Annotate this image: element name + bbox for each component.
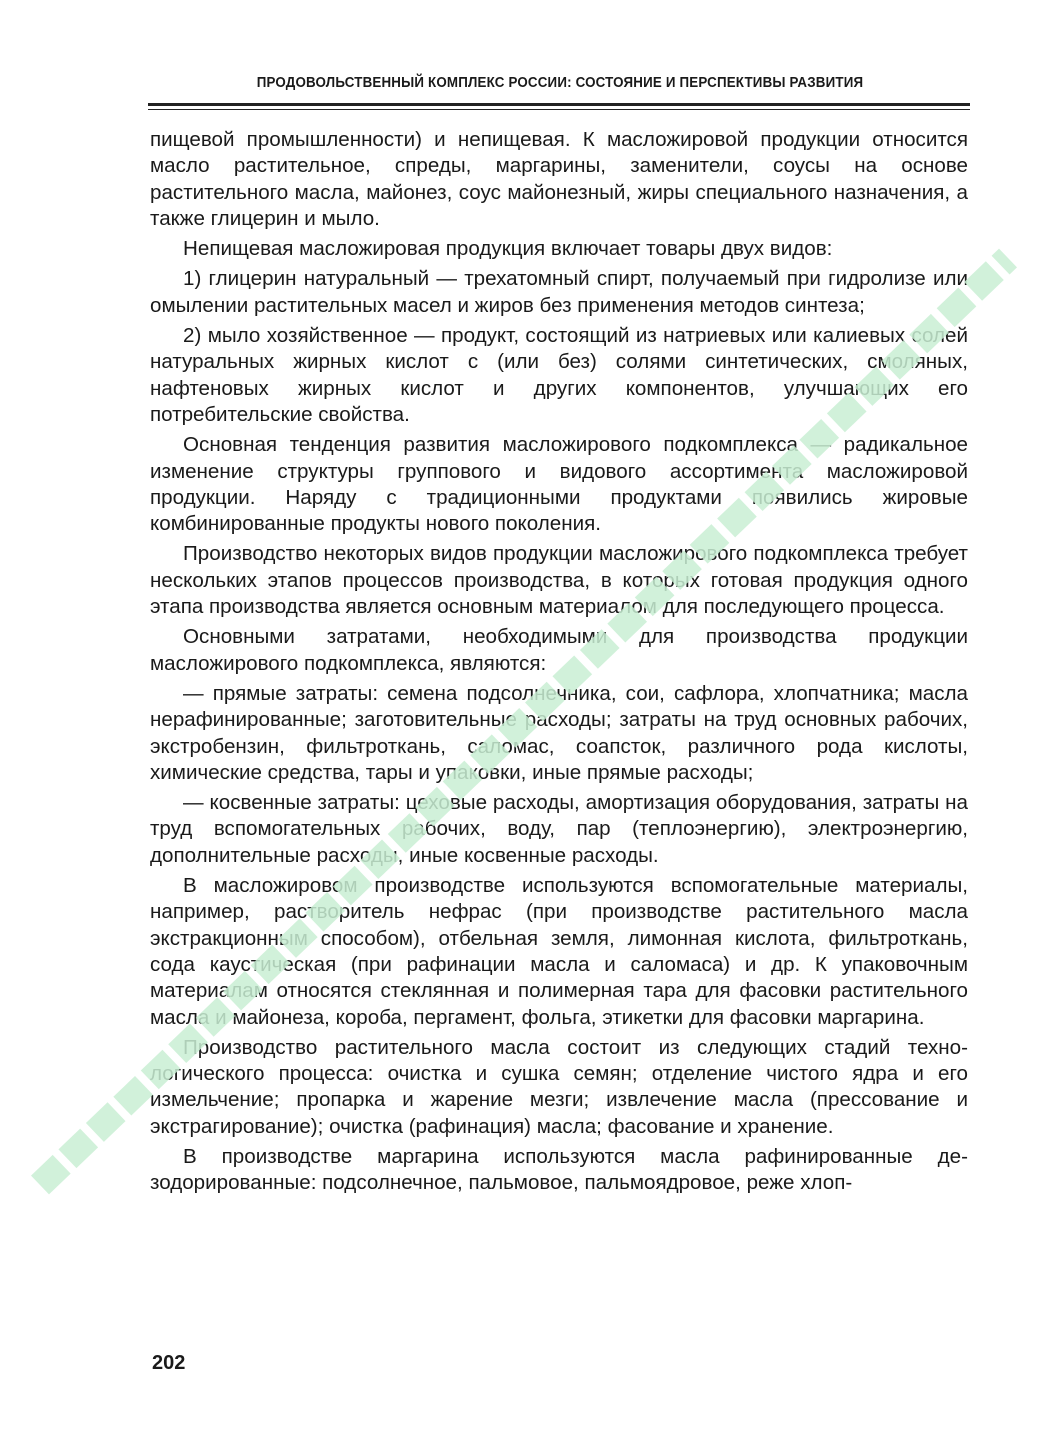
header-rule-thick (148, 103, 970, 106)
paragraph-3: 1) глицерин натуральный — трехатомный спирт, получаемый при гидролизе или омылении растительных масел и жиров без применения методов синтеза; (150, 267, 968, 317)
paragraph-8: — прямые затраты: семена подсолнечника, сои, сафлора, хлопчатника; масла нерафинированные; заготовительные расходы; затраты на труд основных рабочих, экстробензин, фильтроткань, саломас, соапсток, различного рода кислоты, химические средства, тары и упаковки, иные прямые расходы; (150, 681, 968, 784)
body-text (150, 127, 968, 1201)
paragraph-5: Основная тенденция развития масложирового подкомплекса — радикальное изменение структуры группового и видового ассортимента масложировой продукции. Наряду с традиционными продуктами появились жировые комбинированные продукты нового поколения. (150, 433, 968, 536)
paragraph-6: Производство некоторых видов продукции масложирового подкомплекса требует нескольких этапов процессов производства, в которых готовая продукция одного этапа производства является основным материалом для последующего процесса. (150, 542, 968, 619)
paragraph-11: Производство растительного масла состоит из следующих стадий технологического процесса: очистка и сушка семян; отделение чистого ядра и его измельчение; пропарка и жарение мезги; извлечение масла (прессование и экстрагирование); очистка (рафинация) масла; фасование и хранение. (150, 1035, 968, 1138)
paragraph-12: В производстве маргарина используются масла рафинированные дезодорированные: подсолнечное, пальмовое, пальмоядровое, реже хлоп- (150, 1144, 968, 1195)
paragraph-7: Основными затратами, необходимыми для производства продукции масложирового подкомплекса, являются: (150, 625, 968, 675)
page-number: 202 (152, 1352, 186, 1374)
paragraph-9: — косвенные затраты: цеховые расходы, амортизация оборудования, затраты на труд вспомогательных рабочих, воду, пар (теплоэнергию), электроэнергию, дополнительные расходы, иные косвенные расходы. (150, 791, 968, 867)
header-rule-thin (148, 109, 970, 110)
paragraph-10: В масложировом производстве используются вспомогательные материалы, например, растворитель нефрас (при производстве растительного масла экстракционным способом), отбельная земля, лимонная кислота, фильтроткань, сода каустическая (при рафинации масла и саломаса) и др. К упаковочным материалам относятся стеклянная и полимерная тара для фасовки растительного масла и майонеза, короба, пергамент, фольга, этикетки для фасовки маргарина. (150, 874, 968, 1029)
paragraph-1: пищевой промышленности) и непищевая. К масложировой продукции относится масло растительное, спреды, маргарины, заменители, соусы на основе растительного масла, майонез, соус майонезный, жиры специального назначения, а также глицерин и мыло. (150, 128, 968, 230)
paragraph-4: 2) мыло хозяйственное — продукт, состоящий из натриевых или калиевых солей натуральных жирных кислот с (или без) солями синтетических, смоляных, нафтеновых жирных кислот и других компонентов, улучшающих его потребительские свойства. (150, 324, 968, 426)
running-head: ПРОДОВОЛЬСТВЕННЫЙ КОМПЛЕКС РОССИИ: СОСТОЯНИЕ И ПЕРСПЕКТИВЫ РАЗВИТИЯ (256, 75, 864, 91)
paragraph-2: Непищевая масложировая продукция включает товары двух видов: (183, 237, 833, 261)
